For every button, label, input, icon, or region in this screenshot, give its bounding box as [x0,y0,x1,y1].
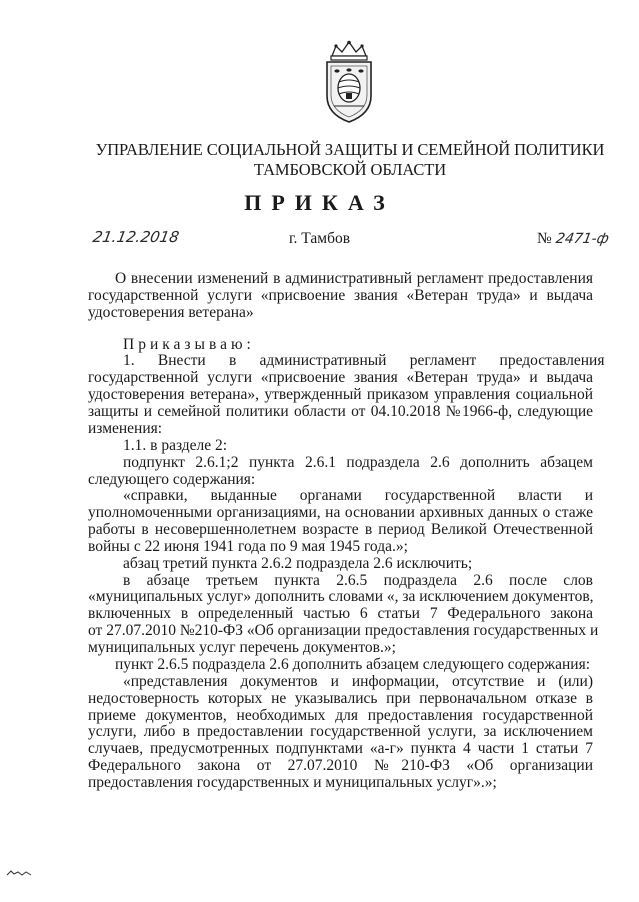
body-line: включенных в определенный частью 6 статьи 7 Федерального закона [88,605,593,622]
body-line: муниципальных услуг перечень документов.»; [88,639,396,656]
body-line: «справки, выданные органами государственной власти и [123,487,593,504]
body-line: изменения: [88,420,163,437]
body-line: войны с 22 июня 1941 года по 9 мая 1945 года.»; [88,538,408,555]
body-line: случаев, предусмотренных подпунктами «а-г» пункта 4 части 1 статьи 7 [88,740,593,757]
body-line: в абзаце третьем пункта 2.6.5 подраздела 2.6 после слов [123,572,593,589]
subject-line: удостоверения ветерана» [88,304,254,321]
agency-name-line1: УПРАВЛЕНИЕ СОЦИАЛЬНОЙ ЗАЩИТЫ И СЕМЕЙНОЙ ПОЛИТИКИ [95,140,605,159]
body-line: следующего содержания: [88,471,256,488]
document-number [537,230,608,248]
body-line: подпункт 2.6.1;2 пункта 2.6.1 подраздела 2.6 дополнить абзацем [123,454,593,471]
body-line: от 27.07.2010 №210-ФЗ «Об организации предоставления государственных и [88,622,599,639]
body-line: предоставления государственных и муниципальных услуг».»; [88,774,497,791]
subject-line: государственной услуги «присвоение звания «Ветеран труда» и выдача [88,287,593,304]
body-line: недостоверность которых не указывались при первоначальном отказе в [88,690,593,707]
body-line: защиты и семейной политики области от 04.10.2018 №1966-ф, следующие [88,403,593,420]
body-line: пункт 2.6.5 подраздела 2.6 дополнить абзацем следующего содержания: [115,656,591,673]
body-line: работы в несовершеннолетнем возрасте в период Великой Отечественной [88,521,593,538]
number-handwritten: 2471-ф [554,231,610,247]
body-line: государственной услуги «присвоение звания «Ветеран труда» и выдача [88,369,593,386]
body-line: абзац третий пункта 2.6.2 подраздела 2.6 исключить; [123,555,473,572]
document-date-handwritten: 21.12.2018 [91,228,181,246]
body-line: Федерального закона от 27.07.2010 №210-ФЗ «Об организации [88,757,593,774]
document-type-title: ПРИКАЗ [244,190,395,215]
body-line: Приказываю: [123,336,255,353]
body-line: услуги, либо в предоставлении государственной услуги, за исключением [88,723,593,740]
scan-mark [6,870,32,876]
body-line: приеме документов, необходимых для предоставления государственной [88,707,593,724]
body-line: 1.1. в разделе 2: [123,437,228,454]
body-line: «муниципальных услуг» дополнить словами «, за исключением документов, [88,588,594,605]
body-line: 1. Внести в административный регламент предоставления [123,352,605,369]
agency-name-line2: ТАМБОВСКОЙ ОБЛАСТИ [253,160,447,179]
body-line: удостоверения ветерана», утвержденный приказом управления социальной [88,386,593,403]
coat-of-arms-emblem [318,40,380,124]
document-city: г. Тамбов [288,230,351,247]
number-prefix: № [537,230,552,247]
body-line: «представления документов и информации, отсутствие и (или) [123,673,593,690]
body-line: уполномоченными организациями, на основании архивных данных о стаже [88,504,593,521]
subject-line: О внесении изменений в административный регламент предоставления [115,270,593,287]
